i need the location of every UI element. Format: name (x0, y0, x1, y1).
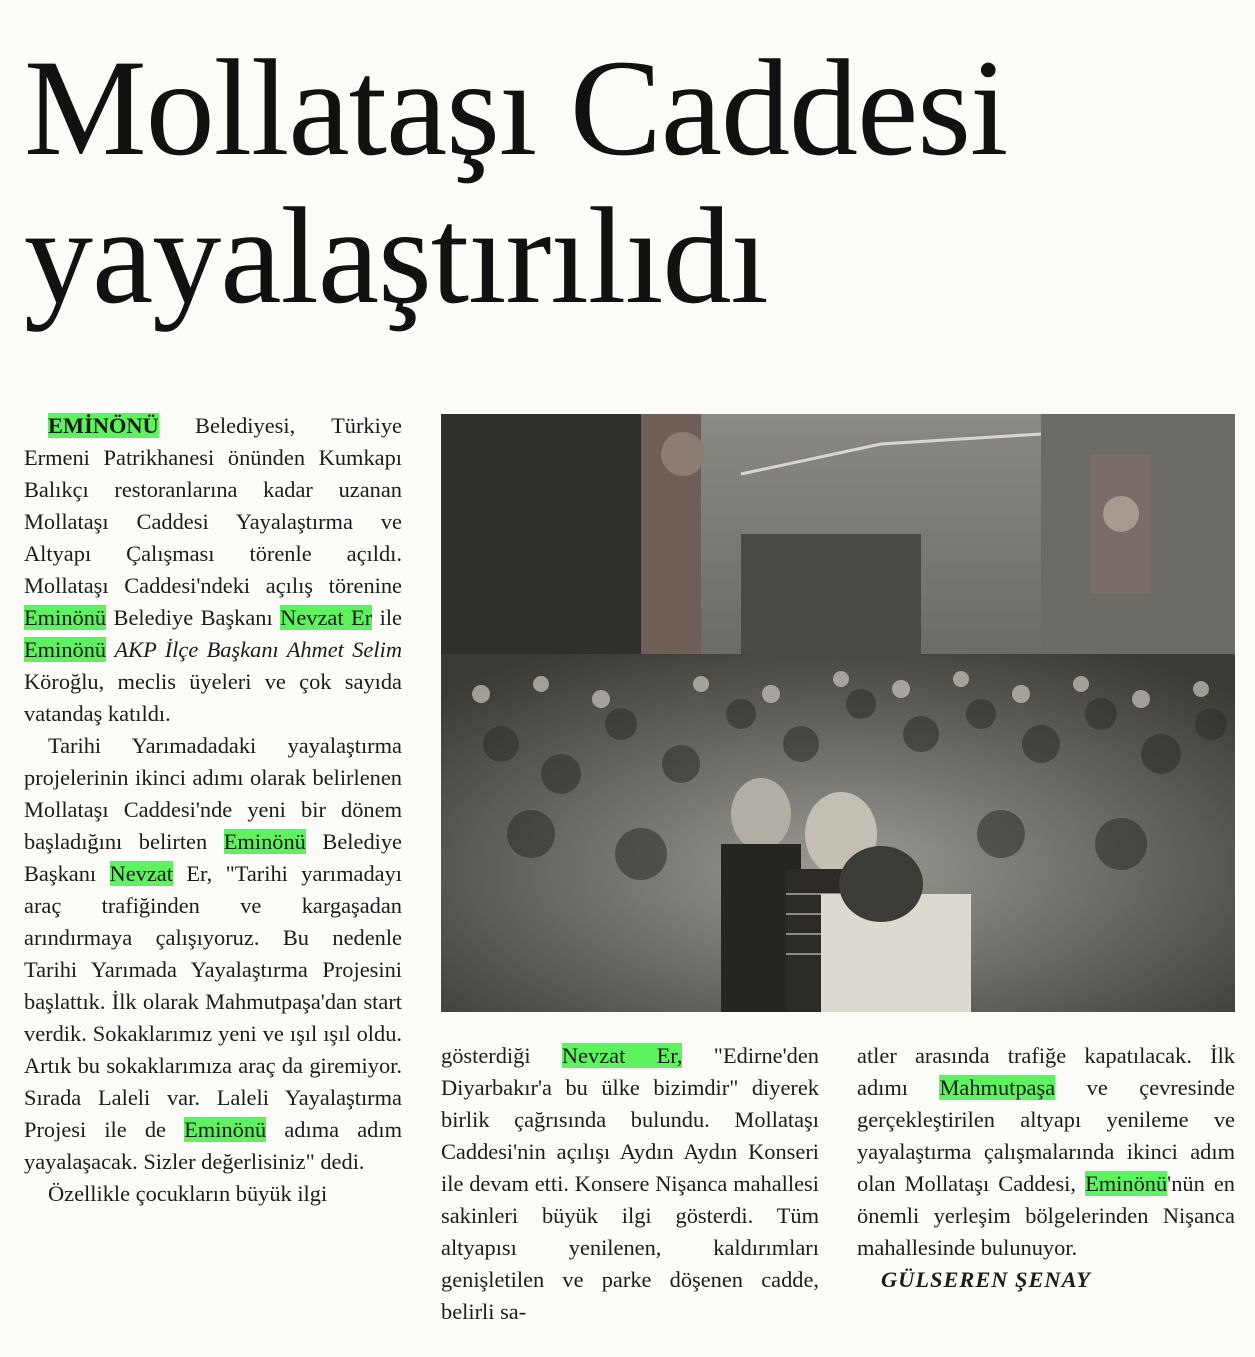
article-column-1 (24, 410, 402, 1210)
text-span: adıma adım yayalaşacak. Sizler değerlisiniz" dedi. (24, 1117, 402, 1174)
text-span: "Edirne'den Diyarbakır'a bu ülke bizimdir" diyerek birlik çağrısında bulundu. Mollataşı Caddesi'nin açılışı Aydın Aydın Konseri ile devam etti. Konsere Nişanca mahallesi sakinleri büyük ilgi gösterdi. Tüm altyapısı yenilenen, kaldırımları genişletilen ve parke döşenen cadde, belirli sa- (441, 1043, 819, 1324)
article-column-3 (857, 1040, 1235, 1296)
text-span: Belediye Başkanı (106, 605, 281, 630)
text-span: ve çevresinde gerçekleştirilen altyapı yenileme ve yayalaştırma çalışmalarında ikinci adım olan Mollataşı Caddesi, (857, 1075, 1235, 1196)
highlight-nevzat-er: Nevzat Er, (561, 1043, 683, 1068)
text-span: Köroğlu, meclis üyeleri ve çok sayıda vatandaş katıldı. (24, 669, 402, 726)
paragraph-5 (857, 1040, 1235, 1264)
text-span: ile (372, 605, 402, 630)
text-span: gösterdiği (441, 1043, 562, 1068)
highlight-nevzat-er: Nevzat Er (280, 605, 373, 630)
text-span: Belediye Başkanı (24, 829, 402, 886)
headline-line-2: yayalaştırılıdı (24, 178, 768, 332)
highlight-nevzat: Nevzat (109, 861, 173, 886)
highlight-eminonu: Eminönü (24, 637, 107, 662)
crowd-photo-illustration (441, 414, 1235, 1012)
text-span: atler arasında trafiğe kapatılacak. İlk adımı (857, 1043, 1235, 1100)
highlight-eminonu: Eminönü (184, 1117, 267, 1142)
headline-line-1: Mollataşı Caddesi (24, 31, 1008, 184)
text-span: Özellikle çocukların büyük ilgi (48, 1181, 328, 1206)
highlight-eminonu: Eminönü (24, 605, 107, 630)
headline (24, 31, 1239, 332)
highlight-eminonu: Eminönü (223, 829, 306, 854)
paragraph-3 (24, 1178, 402, 1210)
text-span: Tarihi Yarımadadaki yayalaştırma projelerinin ikinci adımı olarak belirlenen Mollataşı Caddesi'nde yeni bir dönem başladığını belirten (24, 733, 402, 854)
text-span: 'nün en önemli yerleşim bölgelerinden Nişanca mahallesinde bulunuyor. (857, 1171, 1235, 1260)
highlight-eminonu: Eminönü (1085, 1171, 1168, 1196)
paragraph-1 (24, 410, 402, 730)
article-column-2 (441, 1040, 819, 1328)
crowd-photo (441, 414, 1235, 1012)
lead-word: EMİNÖNÜ (48, 413, 159, 438)
italic-span: AKP İlçe Başkanı Ahmet Selim (114, 637, 402, 662)
highlight-mahmutpasa: Mahmutpaşa (939, 1075, 1056, 1100)
byline: GÜLSEREN ŞENAY (881, 1267, 1091, 1292)
text-span: Belediyesi, Türkiye Ermeni Patrikhanesi önünden Kumkapı Balıkçı restoranlarına kadar uzanan Mollataşı Caddesi Yayalaştırma ve Altyapı Çalışması törenle açıldı. Mollataşı Caddesi'ndeki açılış törenine (24, 413, 402, 598)
paragraph-2 (24, 730, 402, 1178)
text-span: Er, "Tarihi yarımadayı araç trafiğinden ve kargaşadan arındırmaya çalışıyoruz. Bu nedenle Tarihi Yarımada Yayalaştırma Projesini başlattık. İlk olarak Mahmutpaşa'dan start verdik. Sokaklarımız yeni ve ışıl ışıl oldu. Artık bu sokaklarımıza araç da giremiyor. Sırada Laleli var. Laleli Yayalaştırma Projesi ile de (24, 861, 402, 1142)
paragraph-4 (441, 1040, 819, 1328)
